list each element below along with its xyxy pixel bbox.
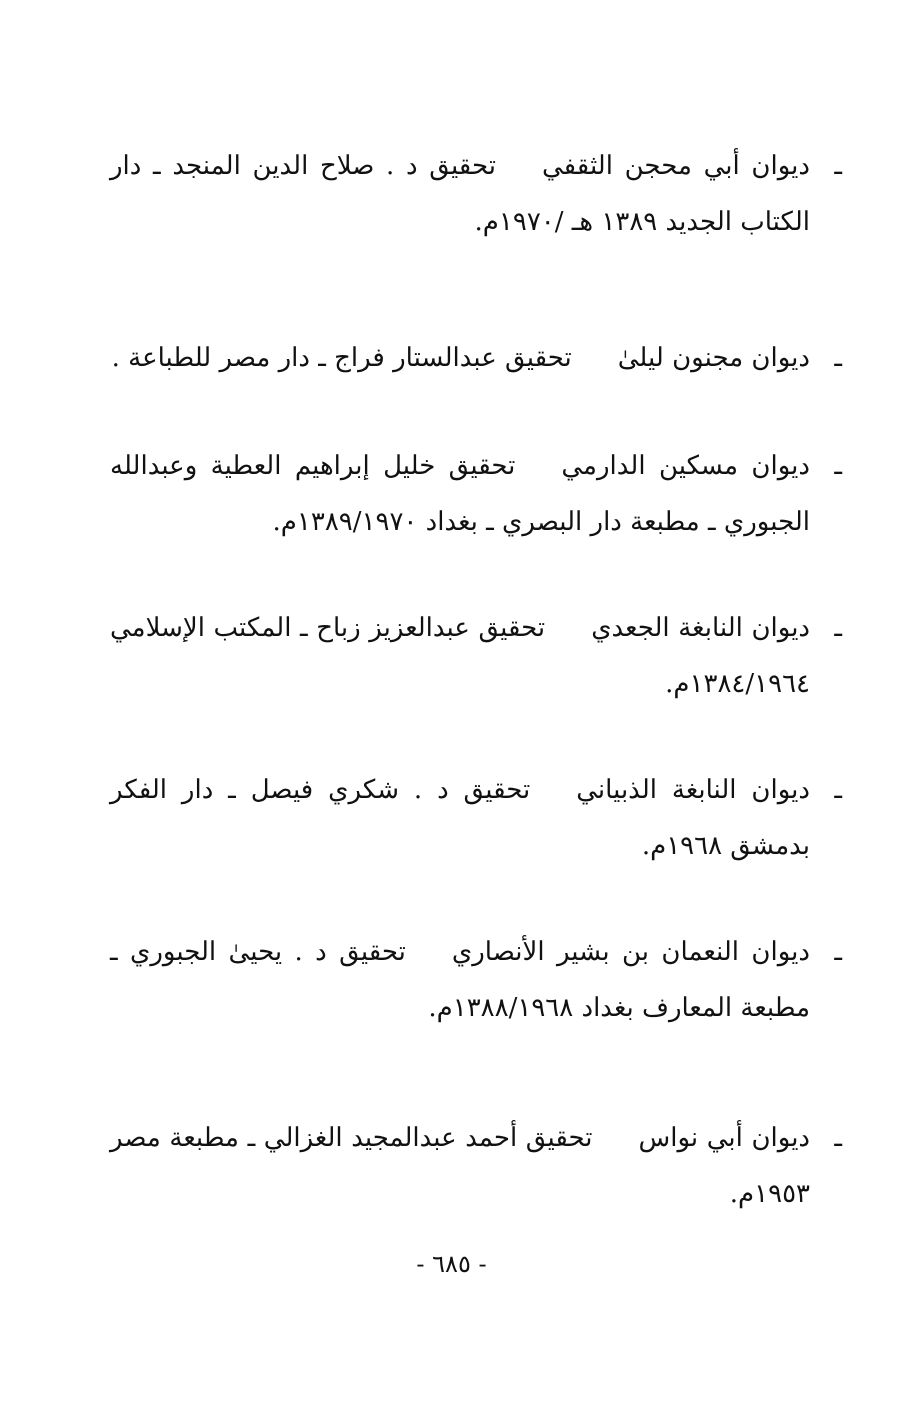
entry-details: تحقيق د . شكري فيصل ـ دار الفكر بدمشق ١٩٦٨م. <box>110 775 810 861</box>
entry-details: تحقيق د . صلاح الدين المنجد ـ دار الكتاب الجديد ١٣٨٩ هـ /١٩٧٠م. <box>110 151 810 237</box>
list-dash: ـ <box>834 937 842 967</box>
entry-title: ديوان مسكين الدارمي <box>561 451 810 481</box>
entry-details: تحقيق د . يحيىٰ الجبوري ـ مطبعة المعارف بغداد ١٣٨٨/١٩٦٨م. <box>110 937 810 1023</box>
list-dash: ـ <box>834 451 842 481</box>
bibliography-entry <box>110 438 842 550</box>
entry-title: ديوان مجنون ليلىٰ <box>617 343 810 373</box>
list-dash: ـ <box>834 343 842 373</box>
entry-title: ديوان النعمان بن بشير الأنصاري <box>451 937 810 967</box>
bibliography-entry <box>110 1110 842 1222</box>
list-dash: ـ <box>834 1123 842 1153</box>
entry-details: تحقيق عبدالعزيز زباح ـ المكتب الإسلامي ١٣٨٤/١٩٦٤م. <box>110 613 810 699</box>
list-dash: ـ <box>834 775 842 805</box>
list-dash: ـ <box>834 151 842 181</box>
bibliography-entry <box>110 330 842 386</box>
entry-title: ديوان النابغة الجعدي <box>591 613 811 643</box>
entry-details: تحقيق عبدالستار فراج ـ دار مصر للطباعة . <box>111 343 572 373</box>
entry-details: تحقيق أحمد عبدالمجيد الغزالي ـ مطبعة مصر ١٩٥٣م. <box>110 1123 810 1209</box>
entry-title: ديوان النابغة الذبياني <box>576 775 810 805</box>
list-dash: ـ <box>834 613 842 643</box>
bibliography-entry <box>110 762 842 874</box>
bibliography-entry <box>110 924 842 1036</box>
entry-details: تحقيق خليل إبراهيم العطية وعبدالله الجبوري ـ مطبعة دار البصري ـ بغداد ١٣٨٩/١٩٧٠م. <box>110 451 810 537</box>
bibliography-entry <box>110 600 842 712</box>
page-number: - ٦٨٥ - <box>416 1250 487 1278</box>
bibliography-entry <box>110 138 842 250</box>
entry-title: ديوان أبي محجن الثقفي <box>541 151 810 181</box>
entry-title: ديوان أبي نواس <box>638 1123 811 1153</box>
